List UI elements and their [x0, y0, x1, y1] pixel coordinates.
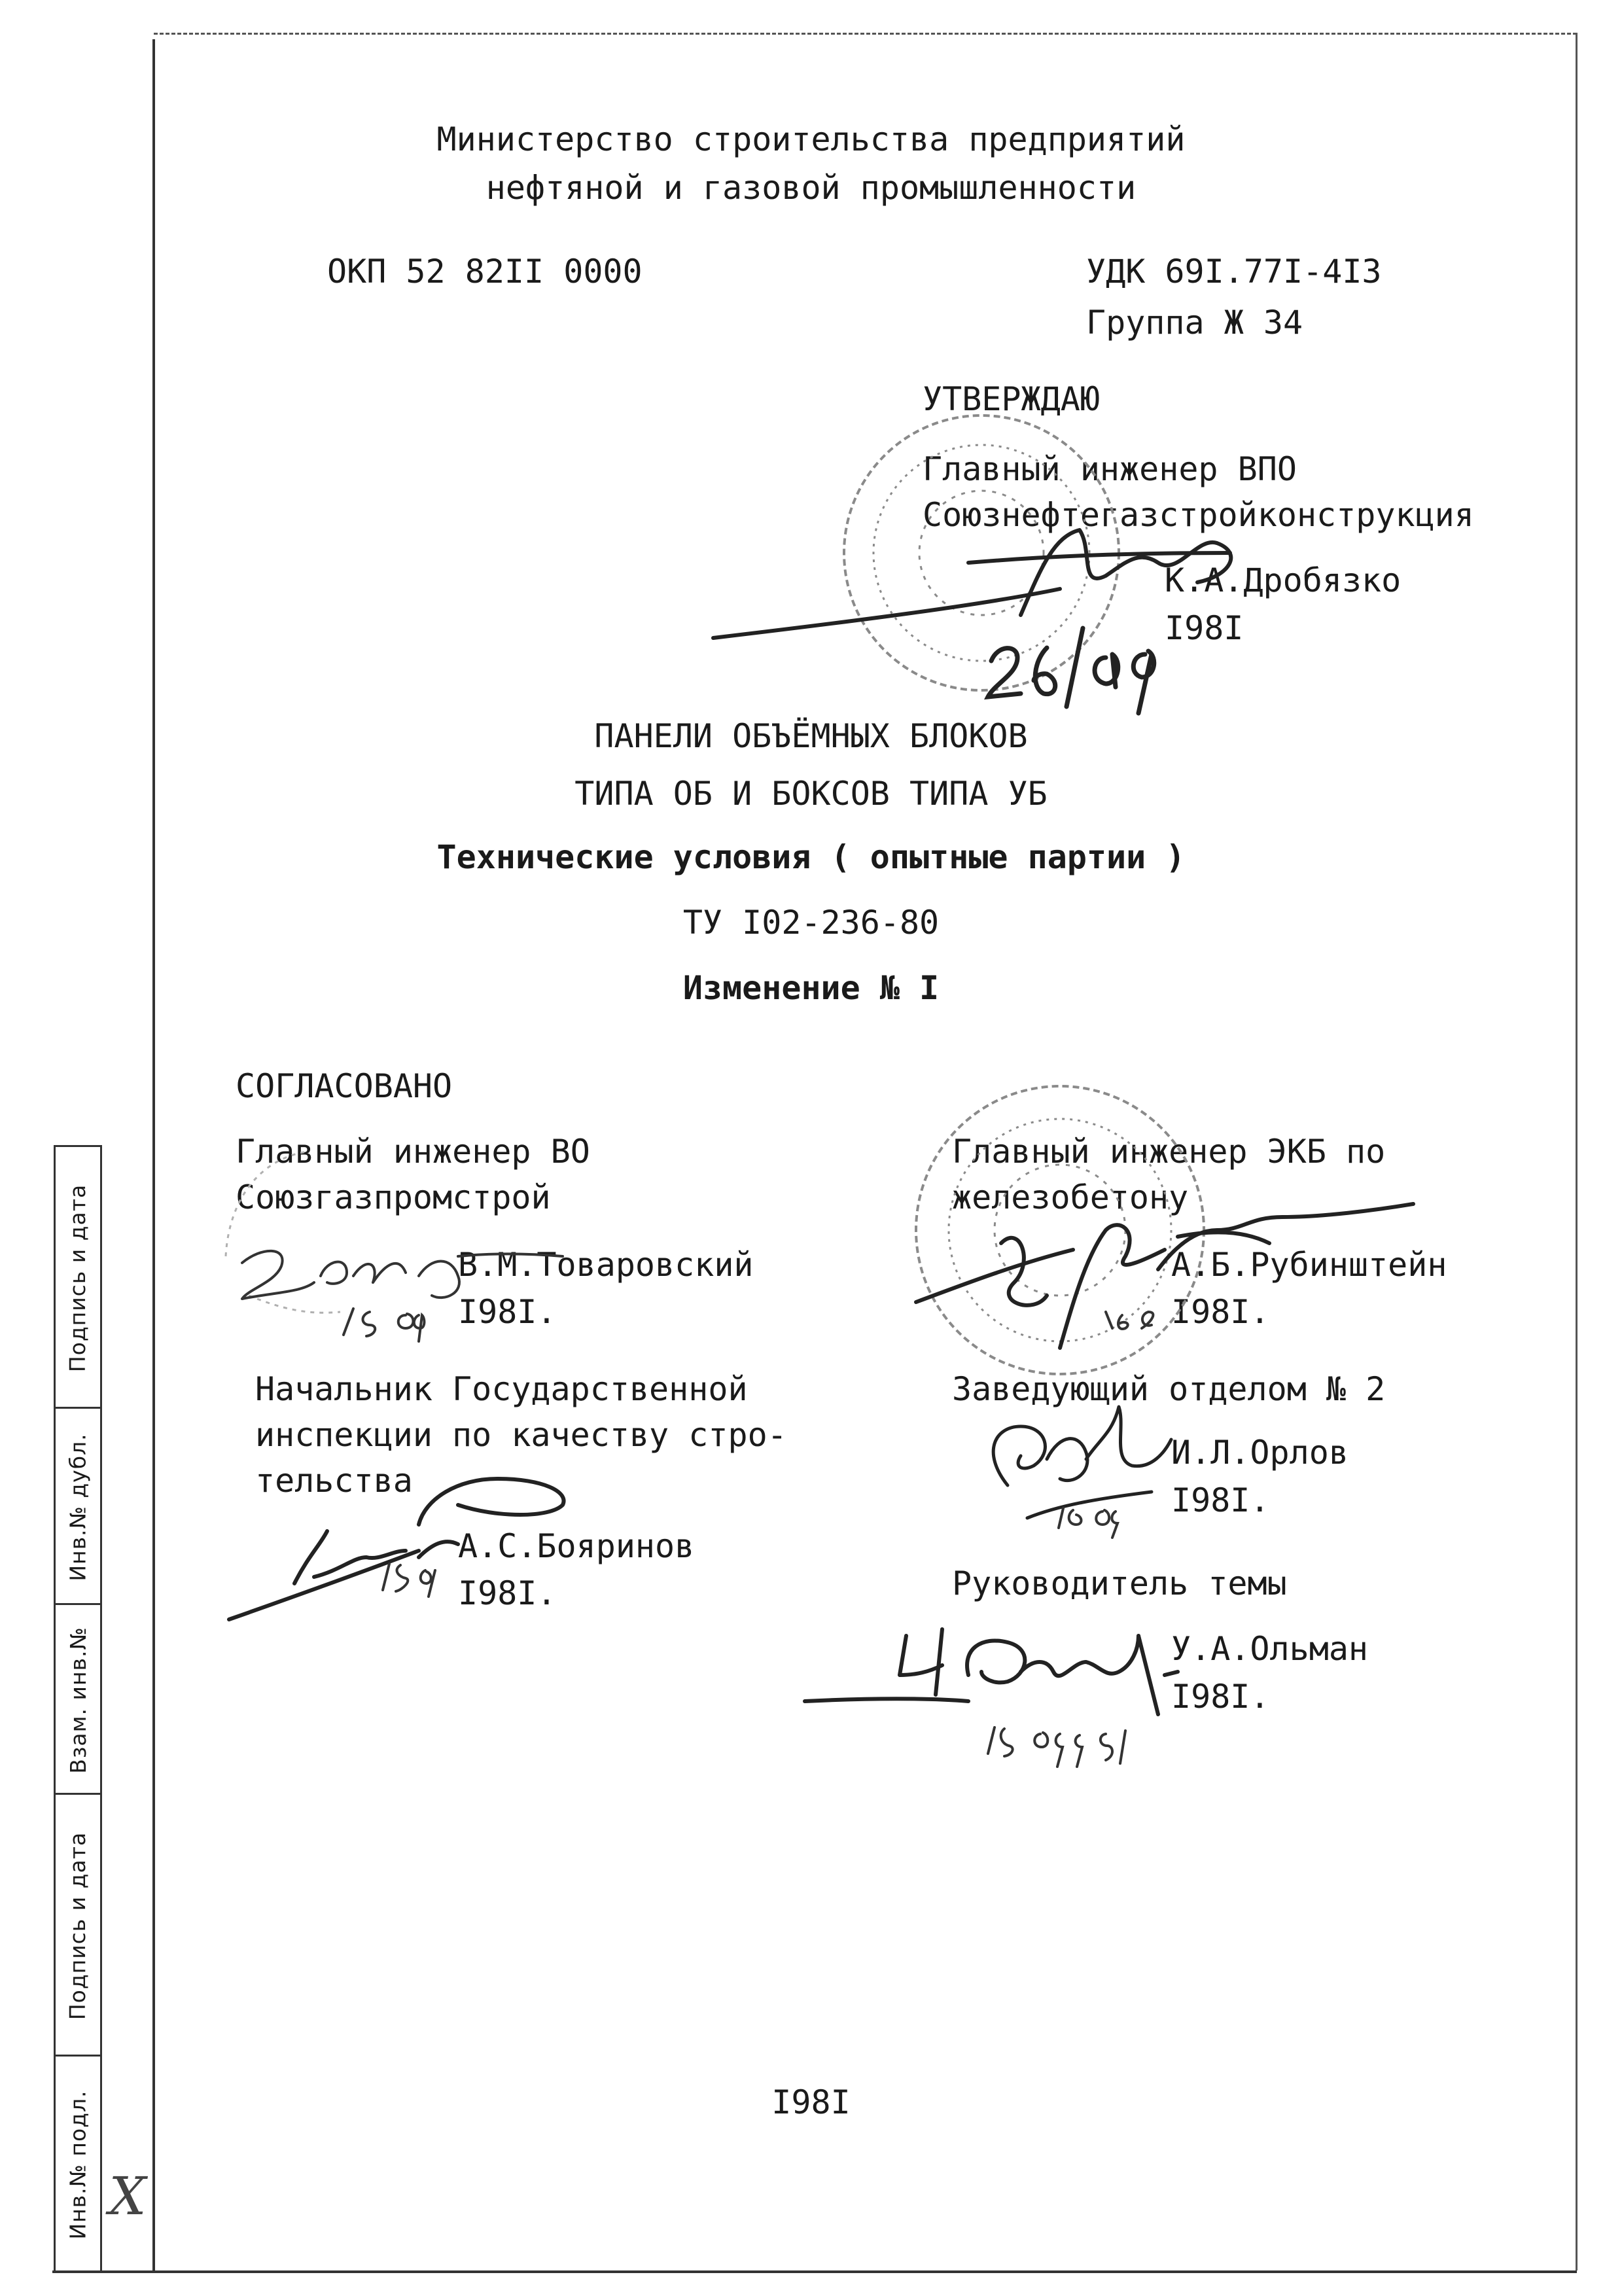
change-number: Изменение № I — [682, 969, 940, 1007]
ekb-round-stamp — [916, 1086, 1204, 1374]
rubinstein-date-handwritten — [1106, 1312, 1153, 1329]
footer-year: I98I — [771, 2083, 851, 2121]
group-code: Группа Ж 34 — [1086, 304, 1303, 342]
agreed-left-1-position-1: Главный инженер ВО — [236, 1133, 590, 1171]
document-code: ТУ I02-236-80 — [682, 904, 940, 942]
agreed-left-2-position-2: инспекции по качеству стро- — [255, 1416, 787, 1454]
udk-code: УДК 69I.77I-4I3 — [1086, 253, 1382, 291]
document-subtitle: Технические условия ( опытные партии ) — [436, 838, 1186, 876]
agreed-right-3-position-1: Руководитель темы — [952, 1564, 1287, 1602]
agreed-left-2-position-1: Начальник Государственной — [255, 1370, 748, 1408]
ministry-line-1: Министерство строительства предприятий — [436, 120, 1186, 158]
strip-cell-signature-date-2: Подпись и дата — [56, 1793, 100, 2057]
agreed-right-3-name: У.А.Ольман — [1171, 1630, 1369, 1668]
ministry-line-2: нефтяной и газовой промышленности — [485, 169, 1137, 207]
strip-cell-replacement-inv: Взам. инв.№ — [56, 1603, 100, 1795]
strip-cell-signature-date: Подпись и дата — [56, 1145, 100, 1409]
tovarovsky-date-handwritten — [344, 1309, 424, 1341]
approval-name: К.А.Дробязко — [1165, 561, 1402, 599]
boyarinov-date-handwritten — [383, 1564, 435, 1597]
orlov-date-handwritten — [1059, 1508, 1118, 1538]
agreed-right-1-year: I98I. — [1171, 1293, 1270, 1331]
agreed-left-1-year: I98I. — [458, 1293, 557, 1331]
agreed-heading: СОГЛАСОВАНО — [236, 1067, 453, 1105]
boyarinov-signature — [229, 1479, 564, 1619]
agreed-left-1-name: В.М.Товаровский — [458, 1246, 754, 1284]
orlov-signature — [993, 1407, 1171, 1518]
approval-position-line-1: Главный инженер ВПО — [923, 450, 1297, 488]
left-faint-stamp — [226, 1152, 340, 1313]
okp-code: ОКП 52 82II 0000 — [327, 253, 643, 291]
agreed-right-1-position-2: железобетону — [952, 1178, 1189, 1216]
strip-cell-original-inv: Инв.№ подл. — [56, 2055, 100, 2272]
agreed-left-2-name: А.С.Бояринов — [458, 1527, 695, 1565]
rubinstein-signature — [916, 1204, 1413, 1348]
olman-date-handwritten — [988, 1727, 1125, 1767]
agreed-left-2-position-3: тельства — [255, 1462, 413, 1500]
tovarovsky-signature — [242, 1251, 563, 1299]
strip-cross-mark: X — [109, 2166, 147, 2227]
document-title-line-2: ТИПА ОБ И БОКСОВ ТИПА УБ — [574, 775, 1048, 813]
approval-position-line-2: Союзнефтегазстройконструкция — [923, 496, 1474, 534]
olman-signature — [805, 1629, 1178, 1714]
agreed-right-2-year: I98I. — [1171, 1481, 1270, 1519]
agreed-left-2-year: I98I. — [458, 1574, 557, 1612]
approval-date-handwritten — [988, 628, 1154, 713]
document-title-line-1: ПАНЕЛИ ОБЪЁМНЫХ БЛОКОВ — [594, 717, 1028, 755]
agreed-left-1-position-2: Союзгазпромстрой — [236, 1178, 551, 1216]
approval-heading: УТВЕРЖДАЮ — [923, 380, 1100, 418]
agreed-right-1-position-1: Главный инженер ЭКБ по — [952, 1133, 1386, 1171]
agreed-right-1-name: А.Б.Рубинштейн — [1171, 1246, 1447, 1284]
agreed-right-2-position-1: Заведующий отделом № 2 — [952, 1370, 1386, 1408]
strip-cell-duplicate-inv: Инв.№ дубл. — [56, 1407, 100, 1605]
agreed-right-3-year: I98I. — [1171, 1678, 1270, 1716]
approval-year: I98I — [1165, 609, 1244, 647]
approval-signature — [713, 530, 1231, 638]
agreed-right-2-name: И.Л.Орлов — [1171, 1434, 1349, 1472]
